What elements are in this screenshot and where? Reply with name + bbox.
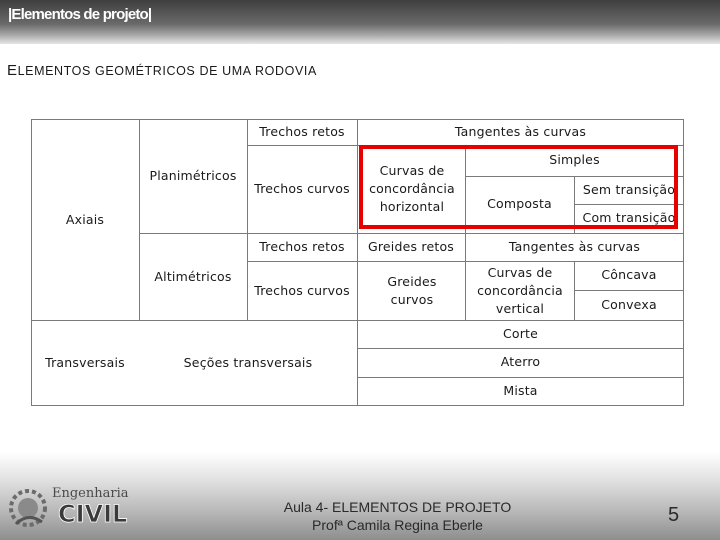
highlight-box xyxy=(359,145,678,229)
logo-text-main: CIVIL xyxy=(58,500,128,528)
engenharia-civil-logo xyxy=(6,484,136,532)
heading-initial: E xyxy=(7,62,18,79)
section-title: |Elementos de projeto| xyxy=(8,6,152,23)
footer-credits xyxy=(260,498,535,534)
axiais-label: Axiais xyxy=(65,211,105,227)
curvas-concordancia-vertical: Curvas de concordância vertical xyxy=(477,264,563,317)
mista-label: Mista xyxy=(503,382,538,398)
secoes-transversais-label: Seções transversais xyxy=(183,354,313,370)
convexa-label: Convexa xyxy=(601,297,657,313)
transversais-label: Transversais xyxy=(45,354,125,370)
footer-line1: Aula 4- ELEMENTOS DE PROJETO xyxy=(283,499,512,515)
corte-label: Corte xyxy=(502,325,539,341)
simples-label: Simples xyxy=(549,152,600,168)
greides-curvos-label: Greides curvos xyxy=(387,273,437,307)
com-transicao-label: Com transição xyxy=(582,210,676,226)
trechos-retos-plan: Trechos retos xyxy=(259,123,345,139)
concava-label: Côncava xyxy=(601,267,657,283)
greides-retos-label: Greides retos xyxy=(367,238,455,254)
trechos-retos-alt: Trechos retos xyxy=(259,238,345,254)
heading-rest: LEMENTOS GEOMÉTRICOS DE UMA RODOVIA xyxy=(17,64,317,78)
curvas-concordancia-horizontal: Curvas de concordância horizontal xyxy=(369,162,455,215)
page-number: 5 xyxy=(668,504,680,526)
sem-transicao-label: Sem transição xyxy=(582,181,676,197)
composta-label: Composta xyxy=(487,196,552,212)
trechos-curvos-alt: Trechos curvos xyxy=(254,282,350,298)
page-heading xyxy=(7,62,317,79)
aterro-label: Aterro xyxy=(500,354,541,370)
tangentes-curvas-alt: Tangentes às curvas xyxy=(508,238,641,254)
altimetricos-label: Altimétricos xyxy=(154,268,232,284)
planimetricos-label: Planimétricos xyxy=(149,167,237,183)
top-bar xyxy=(0,0,720,44)
tangentes-curvas-plan: Tangentes às curvas xyxy=(454,123,587,139)
footer-line2: Profª Camila Regina Eberle xyxy=(312,517,483,534)
trechos-curvos-plan: Trechos curvos xyxy=(254,180,350,196)
logo-text-top: Engenharia xyxy=(52,486,129,501)
